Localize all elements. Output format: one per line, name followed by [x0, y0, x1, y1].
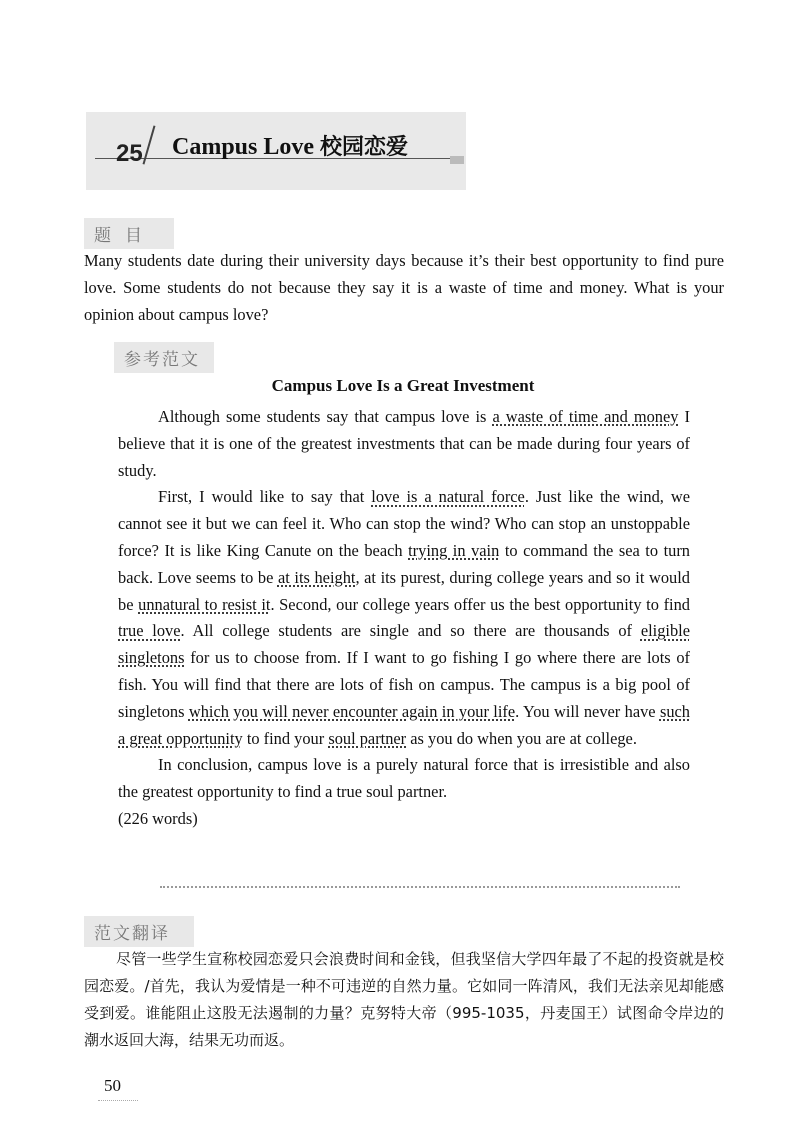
page-number: 50	[104, 1076, 121, 1095]
text-run: , at its purest, during college years and so it would be	[118, 567, 690, 614]
chapter-title-en: Campus Love	[172, 134, 315, 160]
translation-label: 范文翻译	[84, 916, 194, 947]
underlined-phrase: love is a natural force	[371, 487, 525, 507]
essay-title: Campus Love Is a Great Investment	[271, 376, 535, 395]
underlined-phrase: at its height	[277, 567, 356, 587]
text-run: to command the sea to turn back. Love seems to be	[118, 540, 690, 587]
chapter-title	[172, 130, 408, 161]
sample-essay-label: 参考范文	[114, 342, 214, 373]
text-run: In conclusion, campus love is a purely natural force that is irresistible and also the greatest opportunity to find a true soul partner.	[118, 755, 690, 802]
topic-label: 题目	[84, 218, 174, 249]
essay-paragraph-2	[118, 484, 690, 752]
chapter-header-ornament	[450, 156, 464, 164]
text-run: First, I would like to say that	[158, 487, 372, 507]
chapter-number: 25	[116, 140, 143, 167]
essay-paragraph-3	[118, 752, 690, 806]
essay-body	[118, 404, 690, 833]
underlined-phrase: such a great opportunity	[118, 701, 690, 748]
text-run: . All college students are single and so there are thousands of	[180, 621, 641, 641]
text-run: Although some students say that campus love is	[158, 407, 493, 426]
underlined-phrase: eligible singletons	[118, 621, 690, 668]
essay-end-rule	[160, 886, 680, 888]
underlined-phrase: true love	[118, 621, 181, 641]
text-run: for us to choose from. If I want to go fishing I go where there are lots of fish. You will find that there are lots of fish on campus. The campus is a big pool of singletons	[118, 648, 690, 721]
translation-body	[84, 946, 724, 1054]
text-run: . Just like the wind, we cannot see it but we can feel it. Who can stop the wind? Who can stop an unstoppable force? It is like King Canute on the beach	[118, 487, 690, 560]
essay-paragraph-1	[118, 404, 690, 484]
text-run: . Second, our college years offer us the best opportunity to find	[270, 594, 690, 614]
word-count: (226 words)	[118, 808, 198, 828]
page-number-rule	[98, 1100, 138, 1101]
underlined-phrase: trying in vain	[408, 540, 500, 560]
text-run: . You will never have	[515, 701, 660, 721]
underlined-phrase: unnatural to resist it	[138, 594, 271, 614]
topic-text: Many students date during their university days because it’s their best opportunity to find pure love. Some students do not because they say it is a waste of time and money. What is your opinion about campus love?	[84, 251, 724, 324]
text-run: as you do when you are at college.	[406, 728, 637, 748]
underlined-phrase: soul partner	[328, 728, 407, 748]
chapter-title-zh: 校园恋爱	[320, 135, 409, 160]
underlined-phrase: which you will never encounter again in your life	[188, 701, 516, 721]
text-run: to find your	[242, 728, 329, 748]
text-run: I believe that it is one of the greatest investments that can be made during four years of study.	[118, 407, 690, 480]
underlined-phrase: a waste of time and money	[492, 407, 679, 426]
translation-paragraph: 尽管一些学生宣称校园恋爱只会浪费时间和金钱，但我坚信大学四年最了不起的投资就是校园恋爱。/首先，我认为爱情是一种不可违逆的自然力量。它如同一阵清风，我们无法亲见却能感受到爱。谁能阻止这股无法遏制的力量？克努特大帝（995-1035，丹麦国王）试图命令岸边的潮水返回大海，结果无功而返。	[84, 950, 724, 1049]
